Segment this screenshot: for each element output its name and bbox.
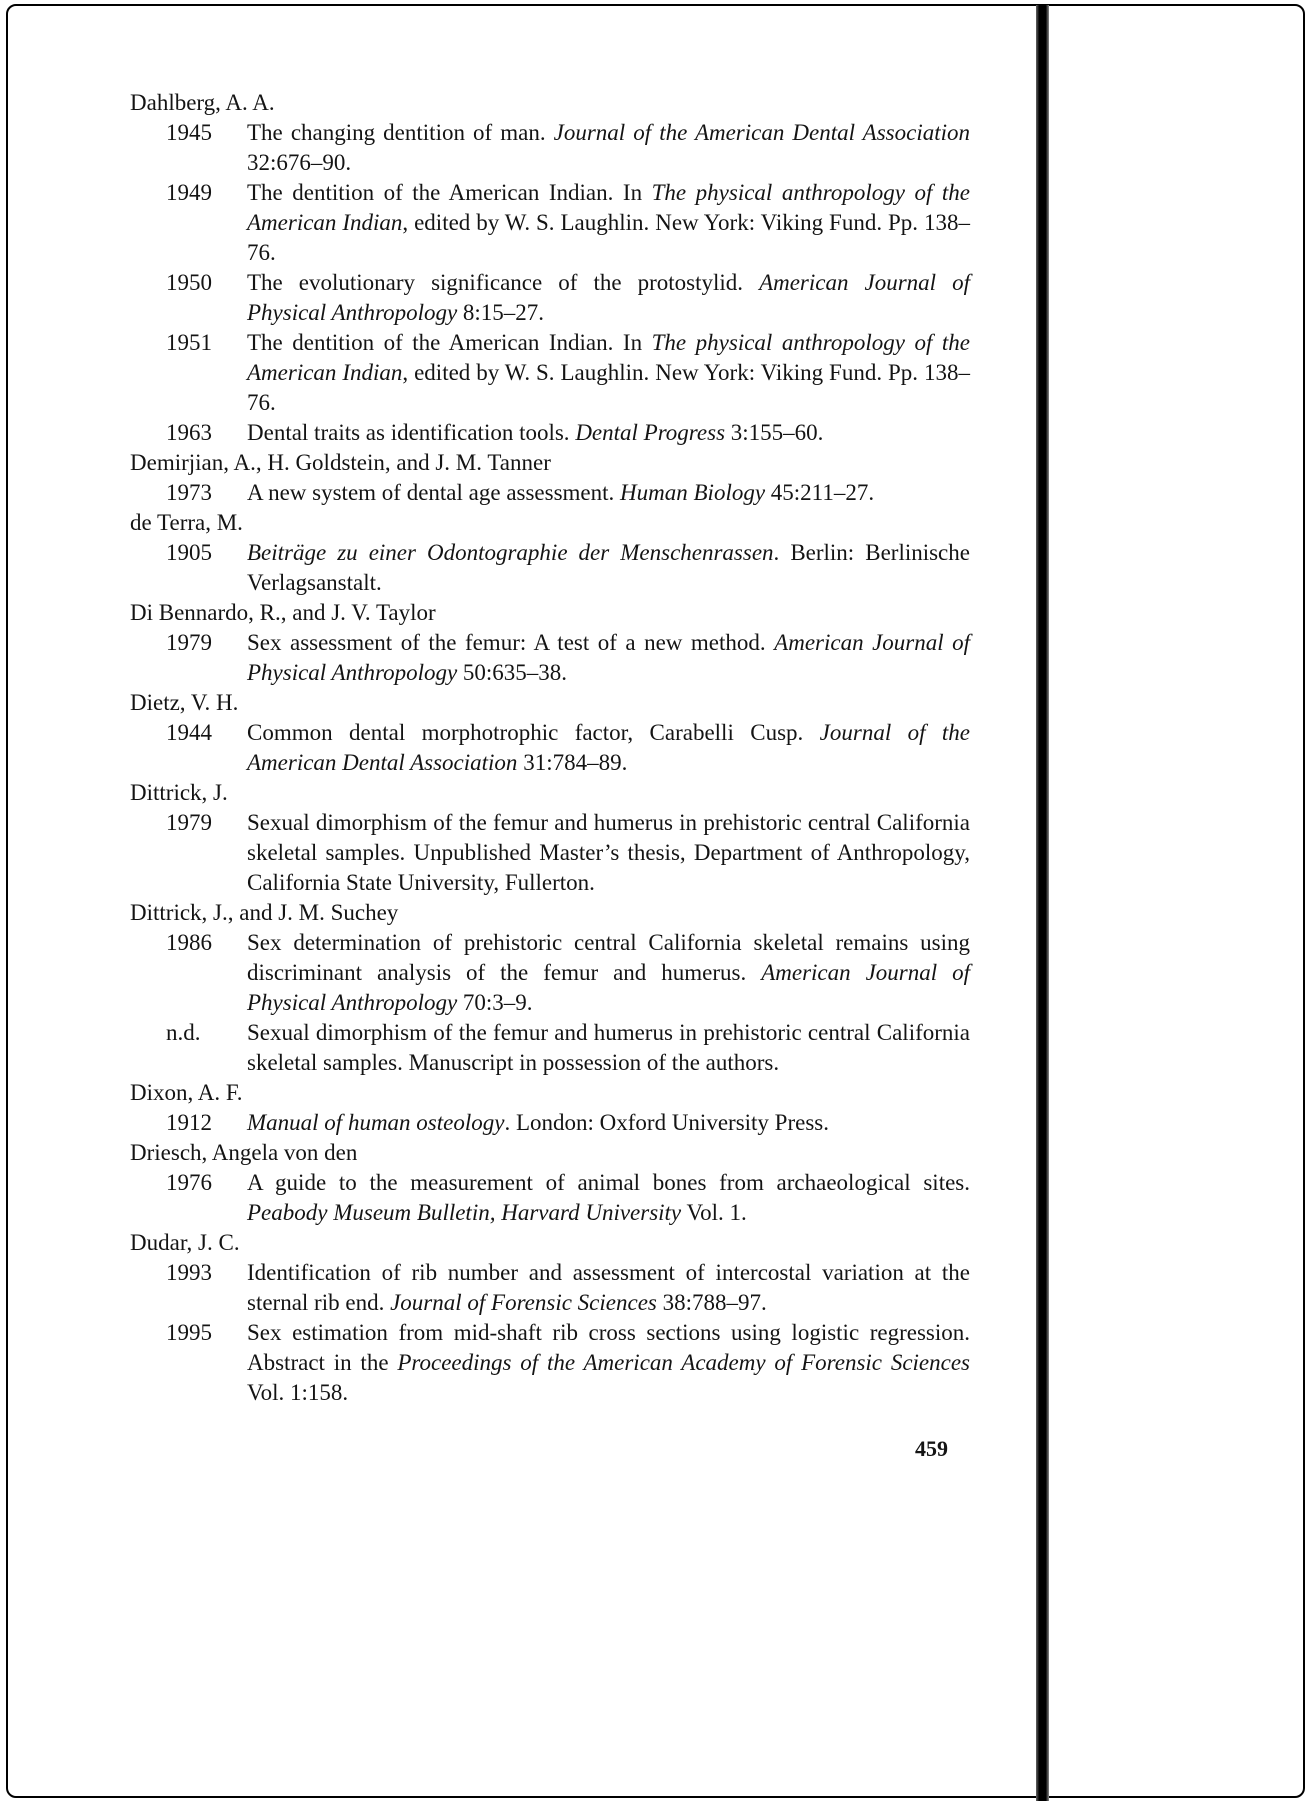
entry-year: 1976 — [166, 1170, 212, 1195]
entry-year: 1944 — [166, 720, 212, 745]
bibliography-entry — [130, 418, 970, 448]
entry-text-segment: A new system of dental age assessment. — [247, 480, 621, 505]
entry-text-segment: The dentition of the American Indian. In — [247, 330, 652, 355]
entry-text-segment: , edited by W. S. Laughlin. New York: Viking Fund. Pp. 138–76. — [247, 210, 970, 265]
entry-text-segment: Common dental morphotrophic factor, Carabelli Cusp. — [247, 720, 820, 745]
bibliography-author-heading: Demirjian, A., H. Goldstein, and J. M. Tanner — [130, 450, 551, 475]
entry-text-segment: A guide to the measurement of animal bones from archaeological sites. — [247, 1170, 970, 1195]
bibliography-entry — [130, 1108, 970, 1138]
entry-text — [247, 928, 970, 1018]
bibliography-author-heading: Dietz, V. H. — [130, 690, 239, 715]
entry-year: 1973 — [166, 480, 212, 505]
entry-text — [247, 538, 970, 598]
entry-year: 1963 — [166, 420, 212, 445]
entry-text-segment: , edited by W. S. Laughlin. New York: Viking Fund. Pp. 138–76. — [247, 360, 970, 415]
entry-text-segment: 8:15–27. — [457, 300, 545, 325]
entry-text — [247, 268, 970, 328]
bibliography-author-heading: Dudar, J. C. — [130, 1230, 240, 1255]
bibliography-entry — [130, 118, 970, 178]
entry-year: 1993 — [166, 1260, 212, 1285]
entry-text — [247, 328, 970, 418]
entry-text-segment: Sex assessment of the femur: A test of a new method. — [247, 630, 775, 655]
entry-year: 1912 — [166, 1110, 212, 1135]
entry-text — [247, 1258, 970, 1318]
entry-title-italic: The physical anthropology of the American Indian — [247, 180, 970, 235]
entry-text-segment: 31:784–89. — [517, 750, 628, 775]
entry-title-italic: Manual of human osteology — [247, 1110, 505, 1135]
page-number: 459 — [915, 1436, 948, 1461]
entry-text-segment: Sexual dimorphism of the femur and humerus in prehistoric central California skeletal samples. Unpublished Master’s thesis, Department of Anthropology, California State University, Fullerton. — [247, 810, 970, 895]
entry-year: 1905 — [166, 540, 212, 565]
bibliography-entry — [130, 538, 970, 598]
bibliography-author-heading: Dittrick, J. — [130, 780, 228, 805]
bibliography-entry — [130, 628, 970, 688]
entry-title-italic: Journal of Forensic Sciences — [390, 1290, 657, 1315]
bibliography-author-heading: Driesch, Angela von den — [130, 1140, 358, 1165]
entry-year: 1945 — [166, 120, 212, 145]
bibliography-entry — [130, 268, 970, 328]
bibliography-author-heading: Di Bennardo, R., and J. V. Taylor — [130, 600, 436, 625]
entry-year: 1986 — [166, 930, 212, 955]
entry-year: 1995 — [166, 1320, 212, 1345]
bibliography-entry — [130, 928, 970, 1018]
entry-text-segment: Sexual dimorphism of the femur and humerus in prehistoric central California skeletal samples. Manuscript in possession of the authors. — [247, 1020, 970, 1075]
entry-year: 1950 — [166, 270, 212, 295]
entry-title-italic: Human Biology — [620, 480, 766, 505]
bibliography-entry — [130, 1258, 970, 1318]
bibliography-author-heading: Dittrick, J., and J. M. Suchey — [130, 900, 399, 925]
entry-year: 1949 — [166, 180, 212, 205]
entry-text-segment: 32:676–90. — [247, 150, 352, 175]
entry-text — [247, 478, 970, 508]
bibliography-author-heading: Dahlberg, A. A. — [130, 90, 275, 115]
bibliography-entry — [130, 1018, 970, 1078]
entry-text-segment: . London: Oxford University Press. — [504, 1110, 829, 1135]
entry-text — [247, 718, 970, 778]
bibliography-entry — [130, 1318, 970, 1408]
entry-text-segment: . Berlin: Berlinische Verlagsanstalt. — [247, 540, 970, 595]
entry-text-segment: Vol. 1. — [681, 1200, 747, 1225]
entry-title-italic: Journal of the American Dental Association — [247, 720, 970, 775]
bibliography-entry — [130, 808, 970, 898]
entry-title-italic: Beiträge zu einer Odontographie der Menschenrassen — [247, 540, 774, 565]
entry-text — [247, 628, 970, 688]
entry-text-segment: The dentition of the American Indian. In — [247, 180, 652, 205]
entry-title-italic: The physical anthropology of the American Indian — [247, 330, 970, 385]
entry-text — [247, 178, 970, 268]
entry-text — [247, 1108, 970, 1138]
bibliography-entry — [130, 718, 970, 778]
entry-text-segment: 50:635–38. — [457, 660, 568, 685]
entry-text-segment: 45:211–27. — [765, 480, 875, 505]
entry-text-segment: 70:3–9. — [457, 990, 533, 1015]
entry-title-italic: American Journal of Physical Anthropology — [247, 630, 971, 685]
bibliography-author-heading: Dixon, A. F. — [130, 1080, 243, 1105]
entry-text — [247, 808, 970, 898]
page-edge-shadow — [1036, 5, 1049, 1801]
entry-title-italic: American Journal of Physical Anthropology — [247, 270, 971, 325]
entry-year: 1951 — [166, 330, 212, 355]
entry-title-italic: Proceedings of the American Academy of Forensic Sciences — [397, 1350, 970, 1375]
entry-text-segment: Vol. 1:158. — [247, 1380, 349, 1405]
entry-title-italic: Journal of the American Dental Association — [553, 120, 970, 145]
bibliography-entry — [130, 178, 970, 268]
entry-title-italic: Peabody Museum Bulletin, Harvard University — [247, 1200, 682, 1225]
entry-year: n.d. — [166, 1020, 201, 1045]
entry-title-italic: American Journal of Physical Anthropology — [247, 960, 970, 1015]
entry-text — [247, 1018, 970, 1078]
entry-title-italic: Dental Progress — [575, 420, 726, 445]
entry-text — [247, 418, 970, 448]
bibliography-content — [130, 88, 970, 1408]
bibliography-entry — [130, 328, 970, 418]
entry-year: 1979 — [166, 630, 212, 655]
entry-text-segment: Sex estimation from mid-shaft rib cross sections using logistic regression. Abstract in the — [247, 1320, 970, 1375]
entry-text — [247, 1318, 970, 1408]
entry-text — [247, 1168, 970, 1228]
entry-text — [247, 118, 970, 178]
entry-text-segment: Dental traits as identification tools. — [247, 420, 576, 445]
bibliography-entry — [130, 1168, 970, 1228]
entry-text-segment: Sex determination of prehistoric central California skeletal remains using discriminant analysis of the femur and humerus. — [247, 930, 970, 985]
bibliography-author-heading: de Terra, M. — [130, 510, 243, 535]
entry-year: 1979 — [166, 810, 212, 835]
entry-text-segment: 38:788–97. — [656, 1290, 767, 1315]
entry-text-segment: 3:155–60. — [725, 420, 824, 445]
entry-text-segment: The changing dentition of man. — [247, 120, 554, 145]
bibliography-entry — [130, 478, 970, 508]
entry-text-segment: Identification of rib number and assessment of intercostal variation at the sternal rib end. — [247, 1260, 970, 1315]
entry-text-segment: The evolutionary significance of the protostylid. — [247, 270, 760, 295]
